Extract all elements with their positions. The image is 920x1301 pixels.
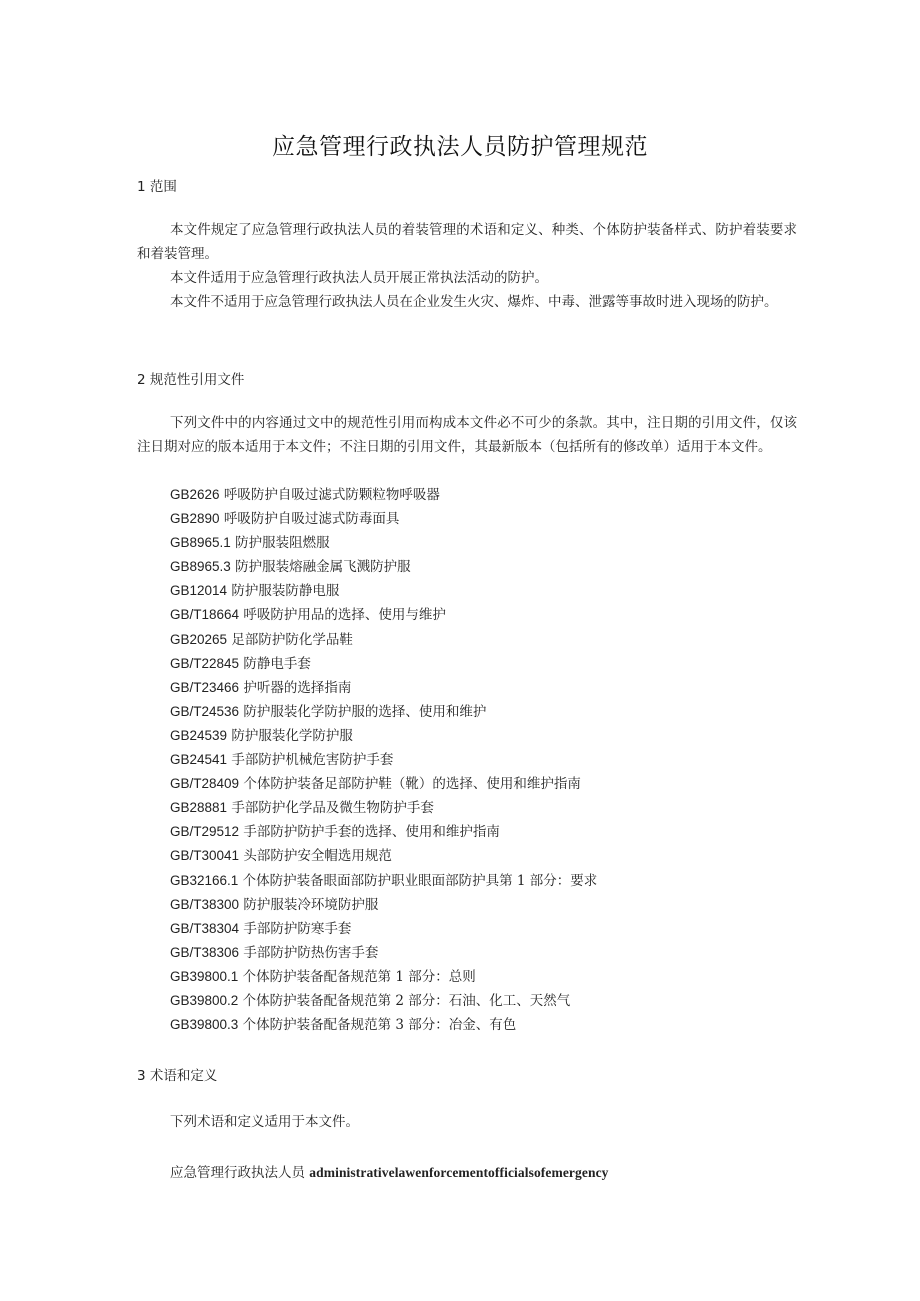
reference-code: GB/T24536 xyxy=(170,703,240,719)
reference-code: GB24541 xyxy=(170,752,228,768)
term-entry xyxy=(170,1161,609,1181)
reference-title: 个体防护装备配备规范第 3 部分：冶金、有色 xyxy=(242,1017,517,1034)
reference-code: GB8965.1 xyxy=(170,535,231,551)
reference-code: GB/T38304 xyxy=(170,920,240,936)
reference-code: GB39800.2 xyxy=(170,992,239,1008)
reference-title: 个体防护装备足部防护鞋（靴）的选择、使用和维护指南 xyxy=(243,776,581,793)
reference-code: GB/T38300 xyxy=(170,896,240,912)
reference-code: GB28881 xyxy=(170,800,228,816)
term-chinese: 应急管理行政执法人员 xyxy=(170,1165,305,1181)
reference-code: GB8965.3 xyxy=(170,559,231,575)
reference-title: 护听器的选择指南 xyxy=(243,679,352,696)
reference-code: GB20265 xyxy=(170,631,228,647)
reference-item xyxy=(170,893,597,917)
reference-title: 头部防护安全帽选用规范 xyxy=(243,848,392,865)
reference-item xyxy=(170,844,597,868)
reference-item xyxy=(170,507,597,531)
section-1-paragraph-1: 本文件规定了应急管理行政执法人员的着装管理的术语和定义、种类、个体防护装备样式、防护着装要求和着装管理。 xyxy=(137,222,797,262)
reference-code: GB39800.1 xyxy=(170,968,239,984)
reference-item xyxy=(170,965,597,989)
reference-title: 个体防护装备眼面部防护职业眼面部防护具第 1 部分：要求 xyxy=(242,872,598,889)
reference-item xyxy=(170,917,597,941)
reference-title: 手部防护防护手套的选择、使用和维护指南 xyxy=(243,824,500,841)
reference-code: GB/T29512 xyxy=(170,824,240,840)
document-title: 应急管理行政执法人员防护管理规范 xyxy=(272,134,648,160)
reference-item xyxy=(170,700,597,724)
reference-item xyxy=(170,579,597,603)
reference-code: GB24539 xyxy=(170,727,228,743)
reference-code: GB/T23466 xyxy=(170,679,240,695)
reference-code: GB/T18664 xyxy=(170,607,240,623)
term-english: administrativelawenforcementofficialsofemergency xyxy=(309,1165,609,1180)
section-3-heading: 3 术语和定义 xyxy=(137,1068,218,1084)
reference-item xyxy=(170,531,597,555)
reference-item xyxy=(170,772,597,796)
reference-title: 防护服装冷环境防护服 xyxy=(243,896,379,913)
reference-title: 足部防护防化学品鞋 xyxy=(231,631,353,648)
reference-title: 手部防护防寒手套 xyxy=(243,920,352,937)
reference-title: 呼吸防护自吸过滤式防毒面具 xyxy=(223,511,400,528)
reference-item xyxy=(170,820,597,844)
reference-item xyxy=(170,869,597,893)
reference-title: 手部防护防热伤害手套 xyxy=(243,944,379,961)
reference-title: 防护服装化学防护服的选择、使用和维护 xyxy=(243,703,487,720)
reference-title: 个体防护装备配备规范第 2 部分：石油、化工、天然气 xyxy=(242,992,571,1009)
reference-title: 呼吸防护自吸过滤式防颗粒物呼吸器 xyxy=(223,487,440,503)
reference-title: 个体防护装备配备规范第 1 部分：总则 xyxy=(242,968,476,985)
reference-code: GB/T22845 xyxy=(170,655,240,671)
reference-code: GB2890 xyxy=(170,511,220,527)
reference-title: 防护服装防静电服 xyxy=(231,583,340,600)
reference-title: 防护服装阻燃服 xyxy=(235,535,330,552)
reference-code: GB12014 xyxy=(170,583,228,599)
reference-code: GB/T28409 xyxy=(170,776,240,792)
reference-item xyxy=(170,796,597,820)
section-1-paragraph-2: 本文件适用于应急管理行政执法人员开展正常执法活动的防护。 xyxy=(170,270,548,286)
section-2-intro: 下列文件中的内容通过文中的规范性引用而构成本文件必不可少的条款。其中，注日期的引用文件，仅该注日期对应的版本适用于本文件；不注日期的引用文件，其最新版本（包括所有的修改单）适用于本文件。 xyxy=(137,415,797,455)
reference-title: 手部防护化学品及微生物防护手套 xyxy=(231,800,434,817)
reference-title: 呼吸防护用品的选择、使用与维护 xyxy=(243,607,446,624)
section-1-paragraph-3: 本文件不适用于应急管理行政执法人员在企业发生火灾、爆炸、中毒、泄露等事故时进入现场的防护。 xyxy=(170,294,778,310)
reference-item xyxy=(170,724,597,748)
reference-code: GB32166.1 xyxy=(170,872,239,888)
reference-list xyxy=(170,483,597,1037)
reference-item xyxy=(170,989,597,1013)
reference-item xyxy=(170,941,597,965)
reference-code: GB/T38306 xyxy=(170,944,240,960)
section-1-heading: 1 范围 xyxy=(137,179,177,195)
reference-item xyxy=(170,483,597,507)
reference-item xyxy=(170,628,597,652)
reference-item xyxy=(170,652,597,676)
reference-title: 手部防护机械危害防护手套 xyxy=(231,752,394,769)
reference-title: 防护服装熔融金属飞溅防护服 xyxy=(235,559,411,576)
reference-item xyxy=(170,748,597,772)
reference-item xyxy=(170,676,597,700)
reference-item xyxy=(170,1013,597,1037)
reference-code: GB39800.3 xyxy=(170,1017,239,1033)
reference-code: GB2626 xyxy=(170,487,220,502)
reference-title: 防静电手套 xyxy=(243,655,311,672)
section-3-intro: 下列术语和定义适用于本文件。 xyxy=(170,1114,359,1130)
reference-item xyxy=(170,555,597,579)
reference-title: 防护服装化学防护服 xyxy=(231,727,353,744)
section-2-heading: 2 规范性引用文件 xyxy=(137,372,245,388)
reference-code: GB/T30041 xyxy=(170,848,240,864)
reference-item xyxy=(170,603,597,627)
